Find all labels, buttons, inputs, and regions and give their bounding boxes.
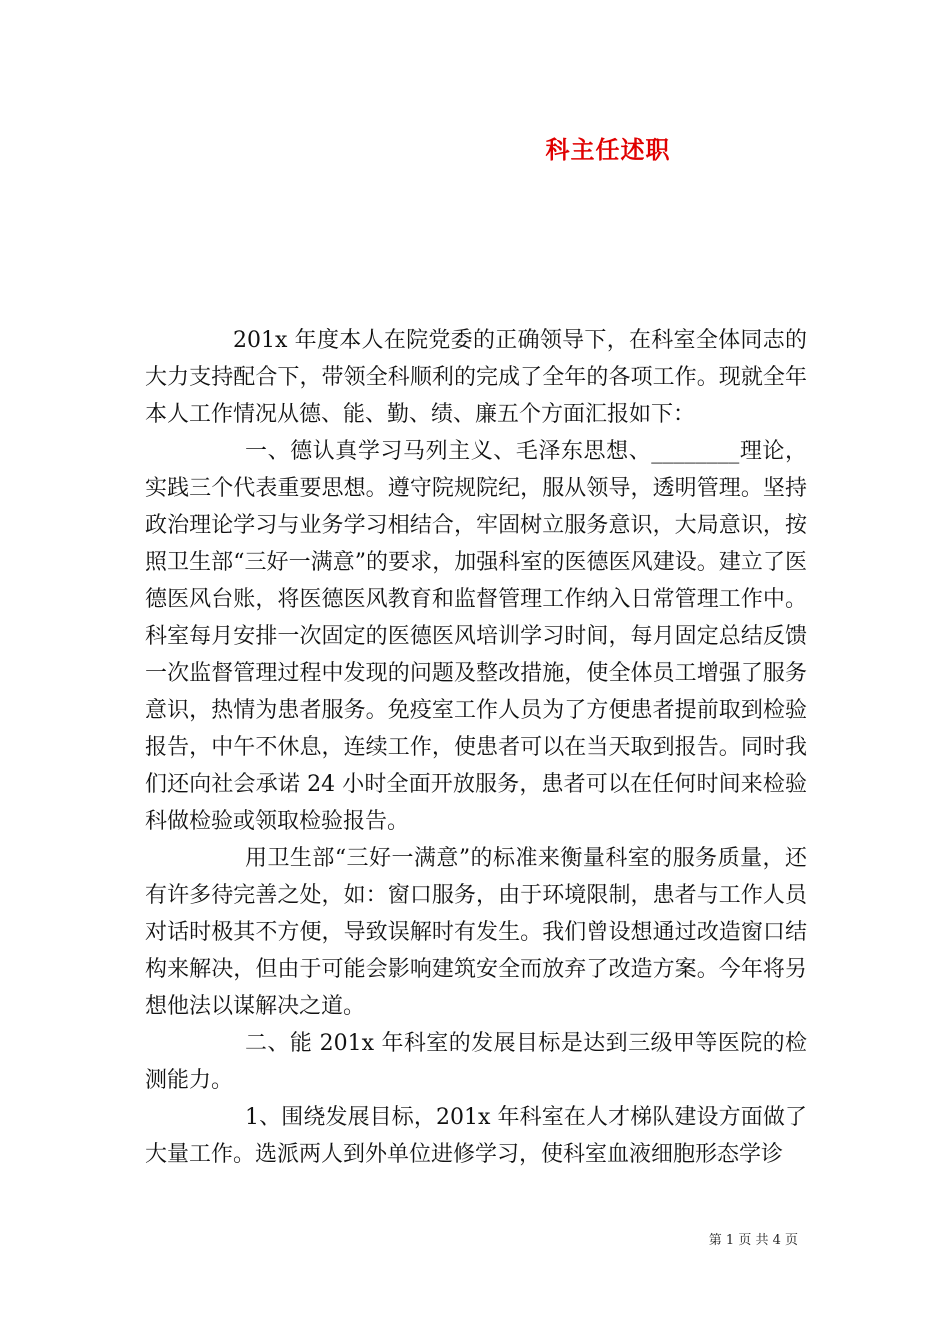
paragraph-intro: 201x 年度本人在院党委的正确领导下，在科室全体同志的大力支持配合下，带领全科顺利的完成了全年的各项工作。现就全年本人工作情况从德、能、勤、绩、廉五个方面汇报如下： [145, 328, 807, 427]
page-number-footer: 第 1 页 共 4 页 [708, 1233, 798, 1248]
paragraph-service-quality: 用卫生部“三好一满意”的标准来衡量科室的服务质量，还有许多待完善之处，如：窗口服务，由于环境限制，患者与工作人员对话时极其不方便，导致误解时有发生。我们曾设想通过改造窗口结构来解决，但由于可能会影响建筑安全而放弃了改造方案。今年将另想他法以谋解决之道。 [145, 846, 807, 1019]
paragraph-talent-building: 1、围绕发展目标，201x 年科室在人才梯队建设方面做了大量工作。选派两人到外单位进修学习，使科室血液细胞形态学诊 [145, 1105, 807, 1167]
document-title: 科主任述职 [545, 135, 671, 164]
document-body [145, 322, 807, 1173]
paragraph-morality: 一、德认真学习马列主义、毛泽东思想、________理论，实践三个代表重要思想。遵守院规院纪，服从领导，透明管理。坚持政治理论学习与业务学习相结合，牢固树立服务意识，大局意识，按照卫生部“三好一满意”的要求，加强科室的医德医风建设。建立了医德医风台账，将医德医风教育和监督管理工作纳入日常管理工作中。科室每月安排一次固定的医德医风培训学习时间，每月固定总结反馈一次监督管理过程中发现的问题及整改措施，使全体员工增强了服务意识，热情为患者服务。免疫室工作人员为了方便患者提前取到检验报告，中午不休息，连续工作，使患者可以在当天取到报告。同时我们还向社会承诺 24 小时全面开放服务，患者可以在任何时间来检验科做检验或领取检验报告。 [145, 439, 807, 834]
paragraph-ability: 二、能 201x 年科室的发展目标是达到三级甲等医院的检测能力。 [145, 1031, 807, 1093]
